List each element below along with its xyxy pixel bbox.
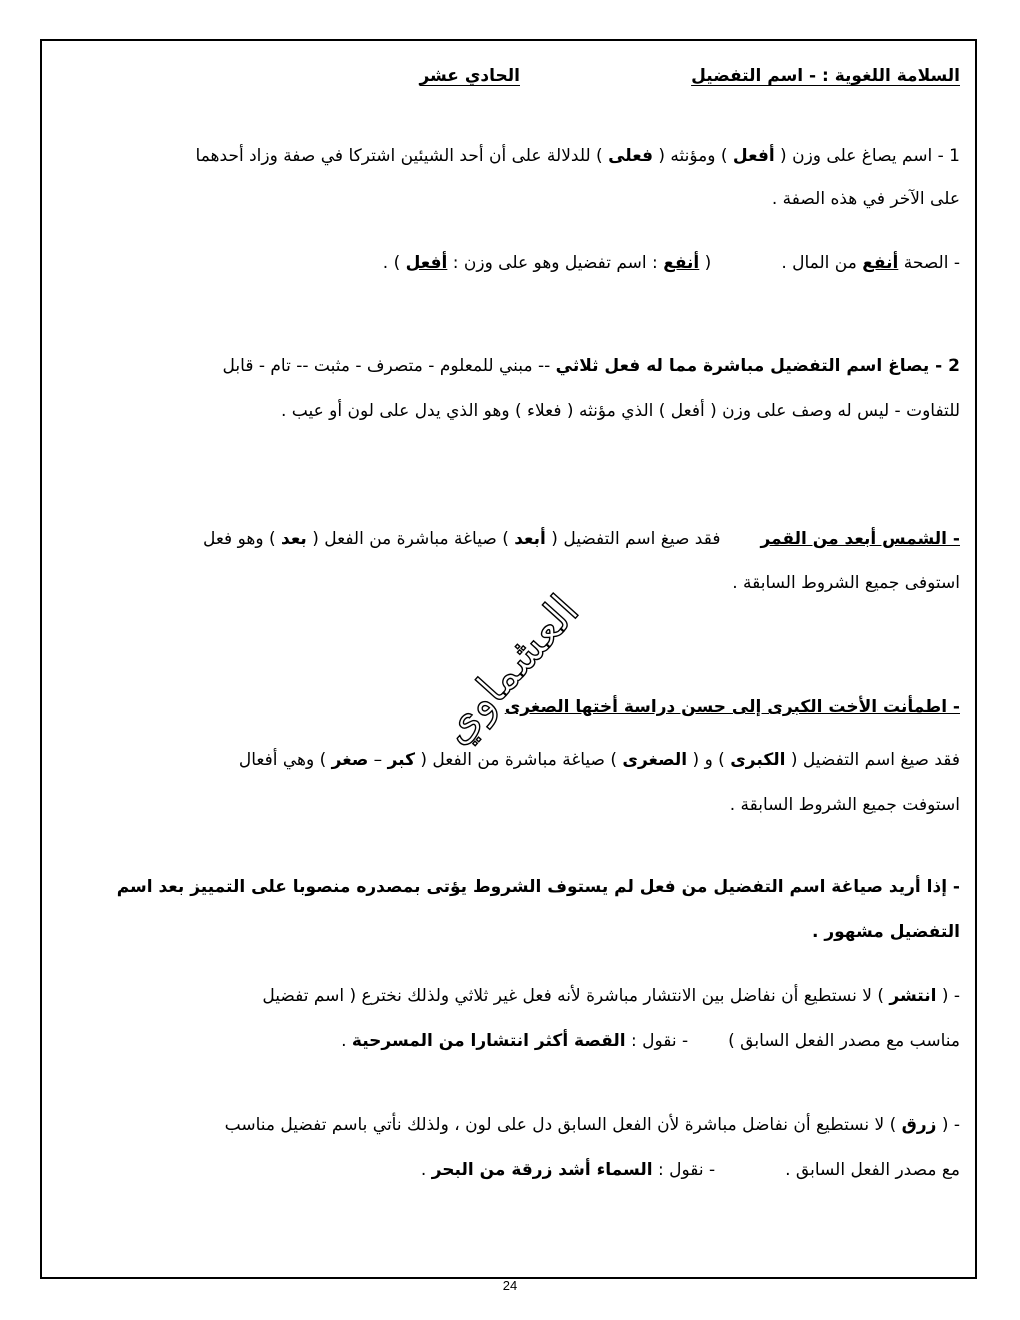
p2-line2: للتفاوت - ليس له وصف على وزن ( أفعل ) الذي مؤنثه ( فعلاء ) وهو الذي يدل على لون أو عيب . (280, 401, 960, 421)
example-2-line2: استوفى جميع الشروط السابقة . (732, 573, 960, 593)
p2-line1: 2 - يصاغ اسم التفضيل مباشرة مما له فعل ثلاثي -- مبني للمعلوم - متصرف - مثبت -- تام - قابل (222, 356, 960, 376)
watermark-signature: العشماوي (430, 585, 590, 754)
example-4-line2: مناسب مع مصدر الفعل السابق )- نقول : القصة أكثر انتشارا من المسرحية . (341, 1031, 960, 1051)
example-4-line1: - ( انتشر ) لا نستطيع أن نفاضل بين الانتشار مباشرة لأنه فعل غير ثلاثي ولذلك نخترع ( اسم تفضيل (262, 986, 960, 1006)
header-lesson: الحادي عشر (419, 66, 520, 86)
example-5-line1: - ( زرق ) لا نستطيع أن نفاضل مباشرة لأن الفعل السابق دل على لون ، ولذلك نأتي باسم تفضيل مناسب (224, 1115, 960, 1135)
example-5-line2: مع مصدر الفعل السابق .- نقول : السماء أشد زرقة من البحر . (420, 1160, 960, 1180)
example-1: - الصحة أنفع من المال .( أنفع : اسم تفضيل وهو على وزن : أفعل ) . (382, 253, 960, 273)
rule-line1: - إذا أريد صياغة اسم التفضيل من فعل لم يستوف الشروط يؤتى بمصدره منصوبا على التمييز بعد اسم (116, 877, 960, 897)
example-2: - الشمس أبعد من القمرفقد صيغ اسم التفضيل ( أبعد ) صياغة مباشرة من الفعل ( بعد ) وهو فعل (202, 529, 960, 549)
p1-line2: على الآخر في هذه الصفة . (771, 189, 960, 209)
example-3-line3: استوفت جميع الشروط السابقة . (729, 795, 960, 815)
rule-line2: التفضيل مشهور . (811, 922, 960, 942)
example-3-title: - اطمأنت الأخت الكبرى إلى حسن دراسة أختها الصغرى (504, 697, 960, 717)
example-3-line2: فقد صيغ اسم التفضيل ( الكبرى ) و ( الصغرى ) صياغة مباشرة من الفعل ( كبر – صغر ) وهي أفعال (238, 750, 960, 770)
header-subject: السلامة اللغوية : - اسم التفضيل (691, 66, 960, 86)
page-number: 24 (502, 1278, 518, 1293)
p1-line1: 1 - اسم يصاغ على وزن ( أفعل ) ومؤنثه ( فعلى ) للدلالة على أن أحد الشيئين اشتركا في صفة وزاد أحدهما (195, 146, 960, 166)
